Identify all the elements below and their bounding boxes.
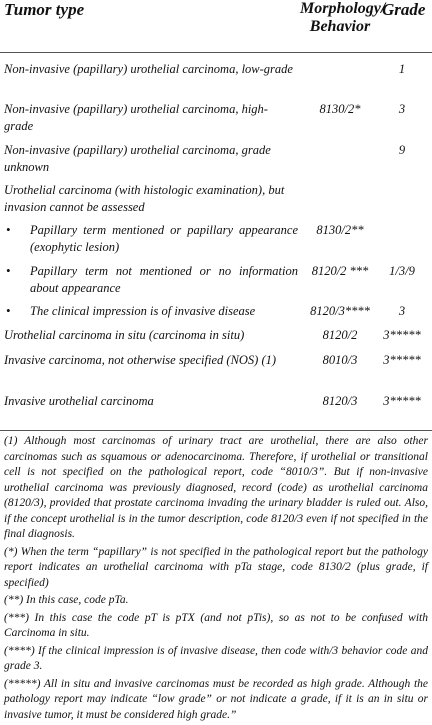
row-morphology: 8120/2 *** [311, 264, 369, 278]
row-morphology: 8130/2* [319, 102, 361, 116]
table-header [0, 0, 432, 53]
table-row [0, 303, 432, 321]
row-tumor-type: Papillary term not mentioned or no information about appearance [30, 264, 298, 295]
header-tumor-type: Tumor type [4, 0, 85, 19]
row-morphology: 8010/3 [322, 353, 358, 367]
table-row [0, 263, 432, 297]
row-tumor-type: Papillary term mentioned or papillary appearance (exophytic lesion) [30, 223, 298, 254]
table-row [0, 222, 432, 256]
bullet-marker: • [6, 264, 11, 278]
footnote: (****) If the clinical impression is of invasive disease, then code with/3 behavior code and grade 3. [4, 644, 428, 672]
row-morphology: 8130/2** [316, 223, 364, 237]
row-tumor-type: Non-invasive (papillary) urothelial carcinoma, low-grade [4, 62, 293, 76]
footnote-divider [0, 430, 432, 431]
row-morphology: 8120/3**** [310, 304, 370, 318]
row-tumor-type: Invasive urothelial carcinoma [4, 394, 154, 408]
footnote: (**) In this case, code pTa. [4, 594, 129, 606]
header-grade: Grade [382, 0, 426, 19]
header-morphology-behavior: Morphology/ Behavior [300, 0, 386, 35]
row-tumor-type: Urothelial carcinoma (with histologic examination), but invasion cannot be assessed [4, 183, 285, 214]
row-grade: 3***** [383, 394, 421, 408]
row-grade: 1 [398, 62, 406, 76]
footnotes [4, 434, 428, 725]
table-row [0, 352, 432, 386]
row-grade: 3 [398, 304, 406, 318]
row-tumor-type: The clinical impression is of invasive disease [30, 304, 256, 318]
row-morphology: 8120/3 [322, 394, 358, 408]
table-row [0, 61, 432, 95]
bullet-marker: • [6, 223, 11, 237]
row-grade: 3***** [383, 353, 421, 367]
row-grade: 1/3/9 [389, 264, 415, 278]
row-tumor-type: Invasive carcinoma, not otherwise specified (NOS) (1) [4, 353, 277, 367]
row-grade: 3***** [383, 328, 421, 342]
footnote: (***) In this case the code pT is pTX (and not pTis), so as not to be confused with Carcinoma in situ. [4, 611, 428, 639]
row-tumor-type: Non-invasive (papillary) urothelial carcinoma, high-grade [4, 102, 268, 133]
footnote: (*) When the term “papillary” is not specified in the pathological report but the pathology report indicates an urothelial carcinoma with pTa stage, code 8130/2 (plus grade, if specified) [4, 545, 428, 589]
row-grade: 9 [398, 143, 406, 157]
row-tumor-type: Urothelial carcinoma in situ (carcinoma in situ) [4, 328, 245, 342]
table-row [0, 142, 432, 176]
table-row [0, 101, 432, 135]
footnote: (1) Although most carcinomas of urinary tract are urothelial, there are also other carcinomas such as squamous or adenocarcinoma. Therefore, if urothelial or transitional cell is not specified on the pathological report, code “8010/3”. But if non-invasive urothelial carcinoma was previously diagnosed, record (code) as urothelial carcinoma (8120/3), provided that prostate carcinoma invading the urinary bladder is ruled out. Also, if the concept urothelial is in the tumor description, code 8120/3 even if not specified in the final diagnosis. [4, 435, 428, 540]
row-grade: 3 [398, 102, 406, 116]
row-tumor-type: Non-invasive (papillary) urothelial carcinoma, grade unknown [4, 143, 271, 174]
footnote: (*****) All in situ and invasive carcinomas must be recorded as high grade. Although the pathology report may indicate “low grade” or not indicate a grade, if it is an in situ or invasive tumor, it must be considered high grade.” [4, 677, 428, 721]
table-row [0, 393, 432, 411]
table-row [0, 327, 432, 345]
table-row [0, 182, 432, 216]
row-morphology: 8120/2 [322, 328, 358, 342]
bullet-marker: • [6, 304, 11, 318]
